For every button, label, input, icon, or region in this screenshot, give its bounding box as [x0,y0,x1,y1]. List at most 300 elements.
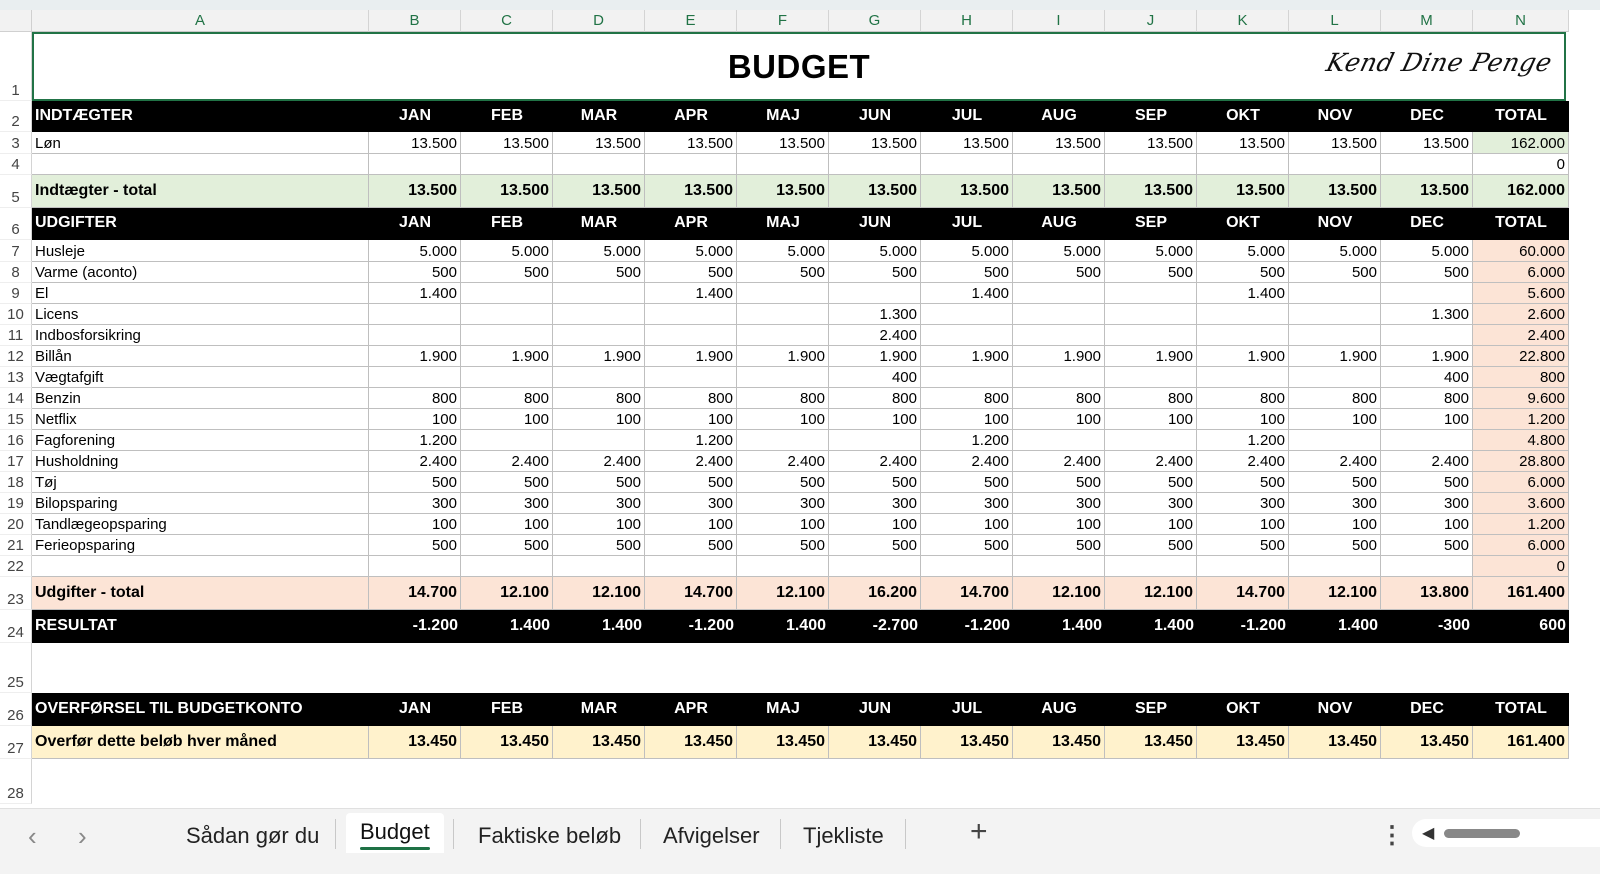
cell-m16[interactable] [1381,430,1473,451]
cell-j23[interactable]: 12.100 [1105,577,1197,610]
cell-a6[interactable]: UDGIFTER [32,208,369,240]
cell-k6[interactable]: OKT [1197,208,1289,240]
cell-b25[interactable] [369,643,461,693]
cell-i2[interactable]: AUG [1013,101,1105,132]
cell-j2[interactable]: SEP [1105,101,1197,132]
cell-h25[interactable] [921,643,1013,693]
cell-m12[interactable]: 1.900 [1381,346,1473,367]
cell-l4[interactable] [1289,154,1381,175]
row-header-2[interactable]: 2 [0,101,32,132]
cell-n10[interactable]: 2.600 [1473,304,1569,325]
cell-k24[interactable]: -1.200 [1197,610,1289,643]
cell-i16[interactable] [1013,430,1105,451]
cell-l16[interactable] [1289,430,1381,451]
cell-i24[interactable]: 1.400 [1013,610,1105,643]
cell-e25[interactable] [645,643,737,693]
cell-l28[interactable] [1289,759,1381,804]
cell-j28[interactable] [1105,759,1197,804]
cell-n11[interactable]: 2.400 [1473,325,1569,346]
cell-n27[interactable]: 161.400 [1473,726,1569,759]
cell-n16[interactable]: 4.800 [1473,430,1569,451]
column-header-g[interactable]: G [829,10,921,32]
cell-n23[interactable]: 161.400 [1473,577,1569,610]
row-header-14[interactable]: 14 [0,388,32,409]
row-header-23[interactable]: 23 [0,577,32,610]
cell-c20[interactable]: 100 [461,514,553,535]
cell-b19[interactable]: 300 [369,493,461,514]
chevron-left-icon[interactable]: ‹ [28,821,37,851]
cell-h18[interactable]: 500 [921,472,1013,493]
cell-e23[interactable]: 14.700 [645,577,737,610]
cell-m14[interactable]: 800 [1381,388,1473,409]
cell-n13[interactable]: 800 [1473,367,1569,388]
cell-a21[interactable]: Ferieopsparing [32,535,369,556]
cell-f9[interactable] [737,283,829,304]
cell-h5[interactable]: 13.500 [921,175,1013,208]
cell-g5[interactable]: 13.500 [829,175,921,208]
cell-k11[interactable] [1197,325,1289,346]
row-header-12[interactable]: 12 [0,346,32,367]
cell-c4[interactable] [461,154,553,175]
cell-i27[interactable]: 13.450 [1013,726,1105,759]
cell-l18[interactable]: 500 [1289,472,1381,493]
cell-d20[interactable]: 100 [553,514,645,535]
cell-e15[interactable]: 100 [645,409,737,430]
cell-i28[interactable] [1013,759,1105,804]
cell-d22[interactable] [553,556,645,577]
cell-l3[interactable]: 13.500 [1289,132,1381,154]
cell-k23[interactable]: 14.700 [1197,577,1289,610]
cell-f28[interactable] [737,759,829,804]
cell-n12[interactable]: 22.800 [1473,346,1569,367]
cell-d25[interactable] [553,643,645,693]
cell-g20[interactable]: 100 [829,514,921,535]
tab-tjekliste[interactable]: Tjekliste [803,823,884,848]
cell-g2[interactable]: JUN [829,101,921,132]
cell-c22[interactable] [461,556,553,577]
cell-h6[interactable]: JUL [921,208,1013,240]
cell-j16[interactable] [1105,430,1197,451]
cell-g11[interactable]: 2.400 [829,325,921,346]
cell-e20[interactable]: 100 [645,514,737,535]
cell-a16[interactable]: Fagforening [32,430,369,451]
cell-i10[interactable] [1013,304,1105,325]
cell-l13[interactable] [1289,367,1381,388]
column-header-k[interactable]: K [1197,10,1289,32]
cell-b26[interactable]: JAN [369,693,461,726]
cell-a19[interactable]: Bilopsparing [32,493,369,514]
row-header-18[interactable]: 18 [0,472,32,493]
cell-i26[interactable]: AUG [1013,693,1105,726]
cell-a7[interactable]: Husleje [32,240,369,262]
cell-e8[interactable]: 500 [645,262,737,283]
cell-c3[interactable]: 13.500 [461,132,553,154]
cell-d17[interactable]: 2.400 [553,451,645,472]
column-header-i[interactable]: I [1013,10,1105,32]
cell-i14[interactable]: 800 [1013,388,1105,409]
cell-b17[interactable]: 2.400 [369,451,461,472]
scrollbar-thumb[interactable] [1444,829,1520,838]
column-header-l[interactable]: L [1289,10,1381,32]
cell-h26[interactable]: JUL [921,693,1013,726]
row-header-19[interactable]: 19 [0,493,32,514]
cell-f2[interactable]: MAJ [737,101,829,132]
cell-g19[interactable]: 300 [829,493,921,514]
cell-b11[interactable] [369,325,461,346]
column-header-e[interactable]: E [645,10,737,32]
cell-k12[interactable]: 1.900 [1197,346,1289,367]
cell-h22[interactable] [921,556,1013,577]
cell-i18[interactable]: 500 [1013,472,1105,493]
cell-g10[interactable]: 1.300 [829,304,921,325]
cell-d3[interactable]: 13.500 [553,132,645,154]
cell-n14[interactable]: 9.600 [1473,388,1569,409]
cell-k5[interactable]: 13.500 [1197,175,1289,208]
cell-h3[interactable]: 13.500 [921,132,1013,154]
cell-n6[interactable]: TOTAL [1473,208,1569,240]
cell-g13[interactable]: 400 [829,367,921,388]
cell-k10[interactable] [1197,304,1289,325]
cell-m11[interactable] [1381,325,1473,346]
cell-c10[interactable] [461,304,553,325]
cell-l10[interactable] [1289,304,1381,325]
cell-c23[interactable]: 12.100 [461,577,553,610]
cell-a10[interactable]: Licens [32,304,369,325]
cell-j26[interactable]: SEP [1105,693,1197,726]
row-header-3[interactable]: 3 [0,132,32,154]
cell-g8[interactable]: 500 [829,262,921,283]
more-options-icon[interactable]: ⋮ [1380,822,1404,849]
cell-e17[interactable]: 2.400 [645,451,737,472]
cell-l22[interactable] [1289,556,1381,577]
cell-e14[interactable]: 800 [645,388,737,409]
cell-h20[interactable]: 100 [921,514,1013,535]
cell-e10[interactable] [645,304,737,325]
cell-f20[interactable]: 100 [737,514,829,535]
cell-j21[interactable]: 500 [1105,535,1197,556]
cell-a20[interactable]: Tandlægeopsparing [32,514,369,535]
cell-e2[interactable]: APR [645,101,737,132]
cell-g14[interactable]: 800 [829,388,921,409]
cell-e18[interactable]: 500 [645,472,737,493]
cell-m28[interactable] [1381,759,1473,804]
cell-j8[interactable]: 500 [1105,262,1197,283]
cell-e16[interactable]: 1.200 [645,430,737,451]
cell-b14[interactable]: 800 [369,388,461,409]
cell-j13[interactable] [1105,367,1197,388]
cell-l15[interactable]: 100 [1289,409,1381,430]
cell-h11[interactable] [921,325,1013,346]
cell-a22[interactable] [32,556,369,577]
cell-a17[interactable]: Husholdning [32,451,369,472]
cell-f25[interactable] [737,643,829,693]
cell-g25[interactable] [829,643,921,693]
row-header-27[interactable]: 27 [0,726,32,759]
cell-a9[interactable]: El [32,283,369,304]
cell-d9[interactable] [553,283,645,304]
cell-e21[interactable]: 500 [645,535,737,556]
cell-d18[interactable]: 500 [553,472,645,493]
cell-f26[interactable]: MAJ [737,693,829,726]
cell-m22[interactable] [1381,556,1473,577]
cell-d16[interactable] [553,430,645,451]
cell-a3[interactable]: Løn [32,132,369,154]
cell-a11[interactable]: Indbosforsikring [32,325,369,346]
cell-g27[interactable]: 13.450 [829,726,921,759]
cell-c13[interactable] [461,367,553,388]
cell-m4[interactable] [1381,154,1473,175]
cell-n7[interactable]: 60.000 [1473,240,1569,262]
cell-g9[interactable] [829,283,921,304]
row-header-5[interactable]: 5 [0,175,32,208]
cell-d11[interactable] [553,325,645,346]
cell-a12[interactable]: Billån [32,346,369,367]
cell-h28[interactable] [921,759,1013,804]
cell-e5[interactable]: 13.500 [645,175,737,208]
cell-c5[interactable]: 13.500 [461,175,553,208]
cell-m2[interactable]: DEC [1381,101,1473,132]
cell-l6[interactable]: NOV [1289,208,1381,240]
row-header-8[interactable]: 8 [0,262,32,283]
column-header-a[interactable]: A [32,10,369,32]
cell-i12[interactable]: 1.900 [1013,346,1105,367]
cell-m19[interactable]: 300 [1381,493,1473,514]
cell-l23[interactable]: 12.100 [1289,577,1381,610]
cell-j27[interactable]: 13.450 [1105,726,1197,759]
cell-n17[interactable]: 28.800 [1473,451,1569,472]
cell-a18[interactable]: Tøj [32,472,369,493]
cell-g3[interactable]: 13.500 [829,132,921,154]
cell-b22[interactable] [369,556,461,577]
cell-f15[interactable]: 100 [737,409,829,430]
cell-d5[interactable]: 13.500 [553,175,645,208]
cell-d28[interactable] [553,759,645,804]
cell-f14[interactable]: 800 [737,388,829,409]
cell-e7[interactable]: 5.000 [645,240,737,262]
cell-e12[interactable]: 1.900 [645,346,737,367]
cell-c14[interactable]: 800 [461,388,553,409]
cell-l20[interactable]: 100 [1289,514,1381,535]
cell-b15[interactable]: 100 [369,409,461,430]
cell-f3[interactable]: 13.500 [737,132,829,154]
column-header-c[interactable]: C [461,10,553,32]
cell-c28[interactable] [461,759,553,804]
cell-l7[interactable]: 5.000 [1289,240,1381,262]
row-header-7[interactable]: 7 [0,240,32,262]
cell-j6[interactable]: SEP [1105,208,1197,240]
cell-k20[interactable]: 100 [1197,514,1289,535]
cell-n28[interactable] [1473,759,1569,804]
cell-j24[interactable]: 1.400 [1105,610,1197,643]
cell-g18[interactable]: 500 [829,472,921,493]
row-header-24[interactable]: 24 [0,610,32,643]
add-sheet-icon[interactable]: + [970,815,988,848]
cell-a28[interactable] [32,759,369,804]
cell-k19[interactable]: 300 [1197,493,1289,514]
cell-a2[interactable]: INDTÆGTER [32,101,369,132]
cell-d2[interactable]: MAR [553,101,645,132]
cell-h2[interactable]: JUL [921,101,1013,132]
cell-i9[interactable] [1013,283,1105,304]
cell-i3[interactable]: 13.500 [1013,132,1105,154]
cell-c27[interactable]: 13.450 [461,726,553,759]
cell-l5[interactable]: 13.500 [1289,175,1381,208]
cell-f18[interactable]: 500 [737,472,829,493]
cell-c6[interactable]: FEB [461,208,553,240]
cell-g28[interactable] [829,759,921,804]
cell-b18[interactable]: 500 [369,472,461,493]
cell-a8[interactable]: Varme (aconto) [32,262,369,283]
cell-d26[interactable]: MAR [553,693,645,726]
cell-g15[interactable]: 100 [829,409,921,430]
cell-k21[interactable]: 500 [1197,535,1289,556]
cell-b13[interactable] [369,367,461,388]
cell-f19[interactable]: 300 [737,493,829,514]
cell-c8[interactable]: 500 [461,262,553,283]
row-header-20[interactable]: 20 [0,514,32,535]
cell-j7[interactable]: 5.000 [1105,240,1197,262]
cell-a14[interactable]: Benzin [32,388,369,409]
cell-j5[interactable]: 13.500 [1105,175,1197,208]
cell-c24[interactable]: 1.400 [461,610,553,643]
cell-m10[interactable]: 1.300 [1381,304,1473,325]
cell-a24[interactable]: RESULTAT [32,610,369,643]
cell-d6[interactable]: MAR [553,208,645,240]
horizontal-scrollbar[interactable] [1412,819,1600,847]
cell-f16[interactable] [737,430,829,451]
cell-m18[interactable]: 500 [1381,472,1473,493]
cell-a4[interactable] [32,154,369,175]
scroll-left-icon[interactable]: ◀ [1422,825,1435,842]
cell-c18[interactable]: 500 [461,472,553,493]
cell-i19[interactable]: 300 [1013,493,1105,514]
cell-j22[interactable] [1105,556,1197,577]
cell-c11[interactable] [461,325,553,346]
cell-e13[interactable] [645,367,737,388]
cell-i7[interactable]: 5.000 [1013,240,1105,262]
cell-n18[interactable]: 6.000 [1473,472,1569,493]
cell-n3[interactable]: 162.000 [1473,132,1569,154]
cell-m3[interactable]: 13.500 [1381,132,1473,154]
cell-l17[interactable]: 2.400 [1289,451,1381,472]
cell-j17[interactable]: 2.400 [1105,451,1197,472]
cell-g22[interactable] [829,556,921,577]
cell-j19[interactable]: 300 [1105,493,1197,514]
cell-l24[interactable]: 1.400 [1289,610,1381,643]
cell-i25[interactable] [1013,643,1105,693]
column-header-b[interactable]: B [369,10,461,32]
cell-k17[interactable]: 2.400 [1197,451,1289,472]
cell-i15[interactable]: 100 [1013,409,1105,430]
cell-b20[interactable]: 100 [369,514,461,535]
cell-d19[interactable]: 300 [553,493,645,514]
cell-b5[interactable]: 13.500 [369,175,461,208]
cell-j4[interactable] [1105,154,1197,175]
cell-e24[interactable]: -1.200 [645,610,737,643]
cell-d13[interactable] [553,367,645,388]
cell-m23[interactable]: 13.800 [1381,577,1473,610]
cell-m27[interactable]: 13.450 [1381,726,1473,759]
cell-f8[interactable]: 500 [737,262,829,283]
cell-m5[interactable]: 13.500 [1381,175,1473,208]
cell-l9[interactable] [1289,283,1381,304]
cell-b10[interactable] [369,304,461,325]
row-header-25[interactable]: 25 [0,643,32,693]
cell-j3[interactable]: 13.500 [1105,132,1197,154]
cell-n20[interactable]: 1.200 [1473,514,1569,535]
cell-g7[interactable]: 5.000 [829,240,921,262]
cell-f13[interactable] [737,367,829,388]
column-header-f[interactable]: F [737,10,829,32]
cell-l21[interactable]: 500 [1289,535,1381,556]
tab-saadan-goer-du[interactable]: Sådan gør du [186,823,320,848]
cell-f24[interactable]: 1.400 [737,610,829,643]
cell-m15[interactable]: 100 [1381,409,1473,430]
cell-b9[interactable]: 1.400 [369,283,461,304]
cell-a13[interactable]: Vægtafgift [32,367,369,388]
cell-l11[interactable] [1289,325,1381,346]
cell-i11[interactable] [1013,325,1105,346]
cell-j14[interactable]: 800 [1105,388,1197,409]
cell-k9[interactable]: 1.400 [1197,283,1289,304]
cell-b7[interactable]: 5.000 [369,240,461,262]
cell-b28[interactable] [369,759,461,804]
cell-n25[interactable] [1473,643,1569,693]
row-header-15[interactable]: 15 [0,409,32,430]
cell-j10[interactable] [1105,304,1197,325]
cell-a5[interactable]: Indtægter - total [32,175,369,208]
cell-e22[interactable] [645,556,737,577]
cell-b23[interactable]: 14.700 [369,577,461,610]
cell-m25[interactable] [1381,643,1473,693]
cell-m26[interactable]: DEC [1381,693,1473,726]
cell-l19[interactable]: 300 [1289,493,1381,514]
cell-m6[interactable]: DEC [1381,208,1473,240]
cell-l12[interactable]: 1.900 [1289,346,1381,367]
cell-k16[interactable]: 1.200 [1197,430,1289,451]
cell-k28[interactable] [1197,759,1289,804]
cell-b8[interactable]: 500 [369,262,461,283]
row-header-16[interactable]: 16 [0,430,32,451]
cell-c17[interactable]: 2.400 [461,451,553,472]
cell-h9[interactable]: 1.400 [921,283,1013,304]
cell-h8[interactable]: 500 [921,262,1013,283]
cell-f4[interactable] [737,154,829,175]
cell-f17[interactable]: 2.400 [737,451,829,472]
cell-j25[interactable] [1105,643,1197,693]
cell-a26[interactable]: OVERFØRSEL TIL BUDGETKONTO [32,693,369,726]
cell-m13[interactable]: 400 [1381,367,1473,388]
cell-e6[interactable]: APR [645,208,737,240]
cell-m17[interactable]: 2.400 [1381,451,1473,472]
cell-h14[interactable]: 800 [921,388,1013,409]
cell-b27[interactable]: 13.450 [369,726,461,759]
cell-b12[interactable]: 1.900 [369,346,461,367]
cell-n19[interactable]: 3.600 [1473,493,1569,514]
cell-n26[interactable]: TOTAL [1473,693,1569,726]
cell-n4[interactable]: 0 [1473,154,1569,175]
tab-afvigelser[interactable]: Afvigelser [663,823,760,848]
cell-i13[interactable] [1013,367,1105,388]
cell-d10[interactable] [553,304,645,325]
row-header-28[interactable]: 28 [0,759,32,804]
cell-k27[interactable]: 13.450 [1197,726,1289,759]
cell-c7[interactable]: 5.000 [461,240,553,262]
cell-d8[interactable]: 500 [553,262,645,283]
cell-g6[interactable]: JUN [829,208,921,240]
cell-h10[interactable] [921,304,1013,325]
cell-d23[interactable]: 12.100 [553,577,645,610]
